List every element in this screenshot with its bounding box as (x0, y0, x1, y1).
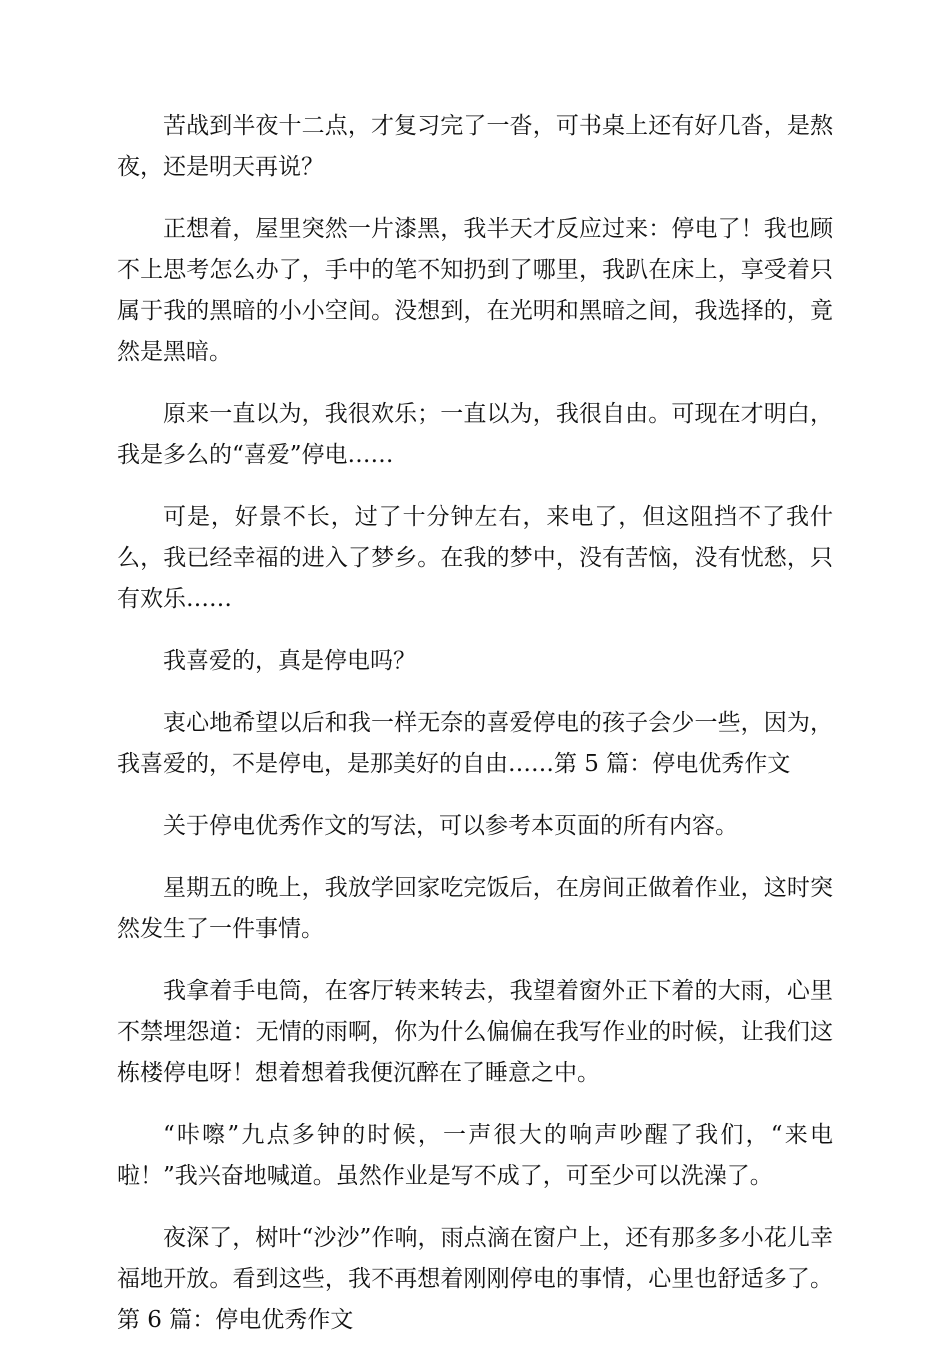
paragraph-5: 我喜爱的，真是停电吗？ (163, 648, 416, 674)
paragraph-4: 可是，好景不长，过了十分钟左右，来电了，但这阻挡不了我什么，我已经幸福的进入了梦乡。在我的梦中，没有苦恼，没有忧愁，只有欢乐…… (117, 504, 833, 612)
paragraph-11: 夜深了，树叶“沙沙”作响，雨点滴在窗户上，还有那多多小花儿幸福地开放。看到这些，我不再想着刚刚停电的事情，心里也舒适多了。第 6 篇：停电优秀作文 (117, 1225, 833, 1333)
paragraph-1: 苦战到半夜十二点，才复习完了一沓，可书桌上还有好几沓，是熬夜，还是明天再说？ (117, 113, 833, 180)
essay-body (117, 106, 833, 1362)
paragraph-9: 我拿着手电筒，在客厅转来转去，我望着窗外正下着的大雨，心里不禁埋怨道：无情的雨啊，你为什么偏偏在我写作业的时候，让我们这栋楼停电呀！想着想着我便沉醉在了睡意之中。 (117, 978, 833, 1086)
paragraph-6: 衷心地希望以后和我一样无奈的喜爱停电的孩子会少一些，因为，我喜爱的，不是停电，是那美好的自由……第 5 篇：停电优秀作文 (117, 710, 833, 777)
paragraph-2: 正想着，屋里突然一片漆黑，我半天才反应过来：停电了！我也顾不上思考怎么办了，手中的笔不知扔到了哪里，我趴在床上，享受着只属于我的黑暗的小小空间。没想到，在光明和黑暗之间，我选择的，竟然是黑暗。 (117, 216, 833, 365)
paragraph-7: 关于停电优秀作文的写法，可以参考本页面的所有内容。 (163, 813, 738, 839)
paragraph-8: 星期五的晚上，我放学回家吃完饭后，在房间正做着作业，这时突然发生了一件事情。 (117, 875, 833, 942)
paragraph-3: 原来一直以为，我很欢乐；一直以为，我很自由。可现在才明白，我是多么的“喜爱”停电…… (117, 401, 833, 468)
paragraph-10: “咔嚓”九点多钟的时候，一声很大的响声吵醒了我们，“来电啦！”我兴奋地喊道。虽然作业是写不成了，可至少可以洗澡了。 (117, 1122, 833, 1189)
